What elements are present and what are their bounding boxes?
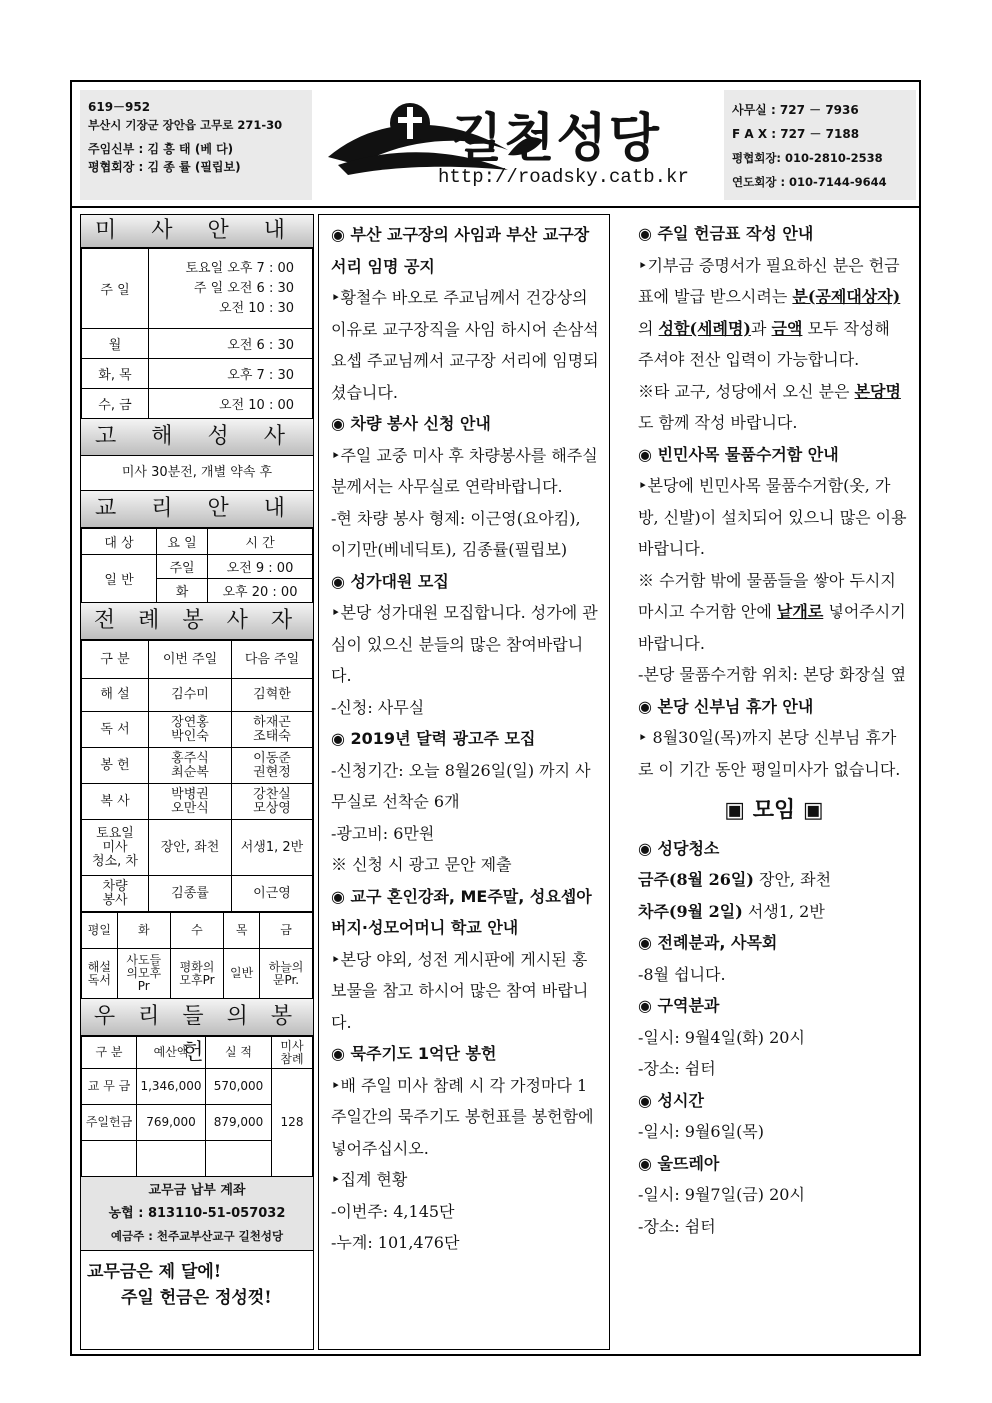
notice-text: ‣본당에 빈민사목 물품수거함(옷, 가방, 신발)이 설치되어 있으니 많은 이용 바랍니다. [638, 476, 907, 558]
liturgy-role: 차량 봉사 [82, 876, 149, 912]
notice-heading: ◉ 교구 혼인강좌, ME주말, 성요셉아버지·성모어머니 학교 안내 [331, 886, 592, 937]
slogan [81, 1251, 313, 1319]
weekday-header: 평일 [82, 913, 118, 949]
fax: F A X : 727 － 7188 [732, 127, 860, 141]
liturgy-role: 해 설 [82, 679, 149, 712]
liturgy-this: 김종률 [149, 876, 232, 912]
header-contact-right [724, 90, 916, 200]
notice-text: -신청기간: 오늘 8월26일(일) 까지 사무실로 선착순 6개 [331, 760, 591, 811]
mass-day: 월 [82, 329, 149, 359]
notice-text: -장소: 쉼터 [638, 1216, 716, 1236]
weekday-value: 사도들 의모후 Pr [117, 949, 170, 999]
zip-code: 619－952 [88, 100, 151, 114]
notice-text: 금주(8월 26일) 장안, 좌천 [638, 870, 832, 889]
mass-day: 수, 금 [82, 389, 149, 419]
notice-text: -이번주: 4,145단 [331, 1201, 455, 1221]
notice-text: -본당 물품수거함 위치: 본당 화장실 옆 [638, 665, 907, 684]
notice-text: ‣주일 교중 미사 후 차량봉사를 해주실 분께서는 사무실로 연락바랍니다. [331, 445, 598, 496]
liturgy-next: 하재곤 조태숙 [232, 712, 313, 748]
notice-heading: ◉ 본당 신부님 휴가 안내 [638, 696, 814, 716]
catechism-title: 교 리 안 내 [81, 491, 313, 528]
notice-text: ‣집계 현황 [331, 1170, 408, 1189]
notice-item [331, 1038, 599, 1259]
attendance: 128 [272, 1069, 313, 1177]
notice-heading: ◉ 부산 교구장의 사임과 부산 교구장 서리 임명 공지 [331, 225, 590, 276]
mass-day: 화, 목 [82, 359, 149, 389]
catechism-table [81, 528, 313, 603]
pastor: 주임신부 : 김 흥 태 (베 다) [88, 142, 234, 156]
liturgy-this: 김수미 [149, 679, 232, 712]
offering-header: 미사 참례 [272, 1037, 313, 1069]
weekday-value: 평화의 모후Pr [170, 949, 224, 999]
mass-day: 주 일 [82, 249, 149, 329]
yeondo-phone: 연도회장 : 010-7144-9644 [732, 175, 887, 189]
mass-time: 오전 10 : 00 [149, 389, 313, 419]
weekday-header: 금 [260, 913, 313, 949]
notice-text: -8월 쉽니다. [638, 964, 726, 984]
catechism-time: 오후 20 : 00 [208, 579, 313, 603]
catechism-target: 일 반 [82, 555, 157, 603]
notice-heading: ◉ 성시간 [638, 1090, 704, 1110]
notice-item [331, 881, 599, 1039]
catechism-header: 시 간 [208, 529, 313, 555]
offering-actual: 570,000 [206, 1069, 272, 1105]
mass-title: 미 사 안 내 [81, 215, 313, 248]
weekday-header: 목 [224, 913, 260, 949]
confession-text: 미사 30분전, 개별 약속 후 [81, 456, 313, 491]
liturgy-next: 이동준 권현정 [232, 748, 313, 784]
account-box [81, 1177, 313, 1251]
weekday-header: 수 [170, 913, 224, 949]
mass-time: 주 일 오전 6 : 30 [193, 280, 294, 296]
notice-heading: ◉ 성당청소 [638, 838, 720, 858]
sidebar [80, 214, 314, 1350]
liturgy-role: 복 사 [82, 784, 149, 820]
notice-text: ‣기부금 증명서가 필요하신 분은 헌금표에 발급 받으시려는 분(공제대상자)의 성함(세례명)과 금액 모두 작성해 주셔야 전산 입력이 가능합니다. [638, 255, 901, 369]
liturgy-this: 장안, 좌천 [149, 820, 232, 876]
notice-text: -일시: 9월6일(목) [638, 1122, 765, 1141]
offering-header: 구 분 [82, 1037, 137, 1069]
notice-heading: ◉ 묵주기도 1억단 봉헌 [331, 1044, 497, 1063]
notice-text: -신청: 사무실 [331, 697, 425, 717]
notice-text: ‣배 주일 미사 참례 시 각 가정마다 1주일간의 묵주기도 봉헌표를 봉헌함에 넣어주십시오. [331, 1075, 594, 1158]
catechism-day: 주일 [157, 555, 208, 579]
notice-heading: ◉ 차량 봉사 신청 안내 [331, 414, 491, 433]
mass-time: 오전 10 : 30 [219, 300, 294, 316]
offering-header: 실 적 [206, 1037, 272, 1069]
church-url[interactable]: http://roadsky.catb.kr [438, 166, 689, 188]
notice-heading: ◉ 전례분과, 사목회 [638, 933, 778, 952]
notice-text: ‣ 8월30일(목)까지 본당 신부님 휴가로 이 기간 동안 평일미사가 없습니다. [638, 728, 901, 779]
notice-item [331, 723, 599, 881]
notice-text: ※ 수거함 밖에 물품들을 쌓아 두시지 마시고 수거함 안에 낱개로 넣어주시기 바랍니다. [638, 570, 906, 653]
liturgy-next: 이근영 [232, 876, 313, 912]
council-chair: 평협회장 : 김 종 률 (필립보) [88, 160, 241, 174]
catechism-header: 대 상 [82, 529, 157, 555]
notice-text: ‣본당 야외, 성전 게시판에 게시된 홍보물을 참고 하시어 많은 참여 바랍니다. [331, 949, 589, 1032]
notice-text: -일시: 9월4일(화) 20시 [638, 1027, 805, 1047]
liturgy-next: 강찬실 모상영 [232, 784, 313, 820]
liturgy-table [81, 640, 313, 912]
weekday-value: 하늘의 문Pr. [260, 949, 313, 999]
church-title: 길천성당 [452, 108, 661, 169]
offering-budget: 769,000 [137, 1105, 206, 1141]
liturgy-this: 장연홍 박인숙 [149, 712, 232, 748]
notice-heading: ◉ 울뜨레아 [638, 1153, 720, 1173]
offering-title: 우 리 들 의 봉 헌 [81, 999, 313, 1036]
liturgy-header: 다음 주일 [232, 641, 313, 679]
liturgy-next: 김혁한 [232, 679, 313, 712]
mass-time: 오후 7 : 30 [149, 359, 313, 389]
liturgy-title: 전 례 봉 사 자 [81, 603, 313, 640]
notice-column-1 [318, 214, 610, 1350]
offering-budget: 1,346,000 [137, 1069, 206, 1105]
liturgy-role: 독 서 [82, 712, 149, 748]
council-phone: 평협회장: 010-2810-2538 [732, 151, 883, 165]
notice-item [331, 408, 599, 566]
notice-heading: ◉ 빈민사목 물품수거함 안내 [638, 444, 839, 464]
catechism-time: 오전 9 : 00 [208, 555, 313, 579]
mass-time: 토요일 오후 7 : 00 [185, 260, 294, 276]
notice-text: -현 차량 봉사 형제: 이근영(요아킴), 이기만(베네딕토), 김종률(필립보) [331, 508, 581, 559]
notice-text: ‣본당 성가대원 모집합니다. 성가에 관심이 있으신 분들의 많은 참여바랍니다. [331, 603, 598, 685]
weekday-table [81, 912, 313, 999]
office-phone: 사무실 : 727 － 7936 [732, 103, 859, 117]
liturgy-next: 서생1, 2반 [232, 820, 313, 876]
catechism-header: 요 일 [157, 529, 208, 555]
notice-heading: ◉ 성가대원 모집 [331, 571, 449, 591]
slogan-line: 교무금은 제 달에! [87, 1262, 222, 1282]
notice-text: -광고비: 6만원 [331, 823, 435, 843]
notice-heading: ◉ 주일 헌금표 작성 안내 [638, 224, 814, 243]
weekday-header: 화 [117, 913, 170, 949]
mass-table [81, 248, 313, 419]
notice-text: 차주(9월 2일) 서생1, 2반 [638, 901, 825, 921]
offering-label: 주일헌금 [82, 1105, 137, 1141]
liturgy-header: 구 분 [82, 641, 149, 679]
header-contact-left [80, 90, 312, 200]
meeting-heading: ▣ 모임 ▣ [724, 798, 824, 823]
liturgy-this: 홍주식 최순복 [149, 748, 232, 784]
liturgy-header: 이번 주일 [149, 641, 232, 679]
address: 부산시 기장군 장안읍 고무로 271-30 [88, 118, 283, 132]
offering-header: 예산액 [137, 1037, 206, 1069]
account-holder: 예금주 : 천주교부산교구 길천성당 [110, 1229, 284, 1243]
notice-heading: ◉ 2019년 달력 광고주 모집 [331, 729, 536, 748]
notice-item [331, 566, 599, 724]
account-title: 교무금 납부 계좌 [148, 1183, 246, 1198]
liturgy-role: 봉 헌 [82, 748, 149, 784]
weekday-value: 일반 [224, 949, 260, 999]
notice-item [331, 219, 599, 408]
notice-text: -일시: 9월7일(금) 20시 [638, 1185, 805, 1204]
notice-column-2 [630, 214, 916, 1350]
notice-text: ※ 신청 시 광고 문안 제출 [331, 855, 512, 874]
liturgy-this: 박병권 오만식 [149, 784, 232, 820]
notice-text: -장소: 쉼터 [638, 1059, 716, 1078]
account-number: 농협 : 813110-51-057032 [108, 1206, 286, 1221]
slogan-line: 주일 헌금은 정성껏! [121, 1288, 272, 1308]
notice-text: ※타 교구, 성당에서 오신 분은 본당명도 함께 작성 바랍니다. [638, 381, 901, 432]
header-divider [70, 206, 921, 208]
mass-time: 오전 6 : 30 [149, 329, 313, 359]
liturgy-role: 토요일 미사 청소, 차 [82, 820, 149, 876]
catechism-day: 화 [157, 579, 208, 603]
offering-label: 교 무 금 [82, 1069, 137, 1105]
weekday-role: 해설 독서 [82, 949, 118, 999]
notice-heading: ◉ 구역분과 [638, 996, 720, 1015]
notice-text: -누계: 101,476단 [331, 1233, 460, 1252]
notice-text: ‣황철수 바오로 주교님께서 건강상의 이유로 교구장직을 사임 하시어 손삼석 요셉 주교님께서 교구장 서리에 임명되셨습니다. [331, 288, 599, 402]
confession-title: 고 해 성 사 [81, 419, 313, 456]
offering-actual: 879,000 [206, 1105, 272, 1141]
